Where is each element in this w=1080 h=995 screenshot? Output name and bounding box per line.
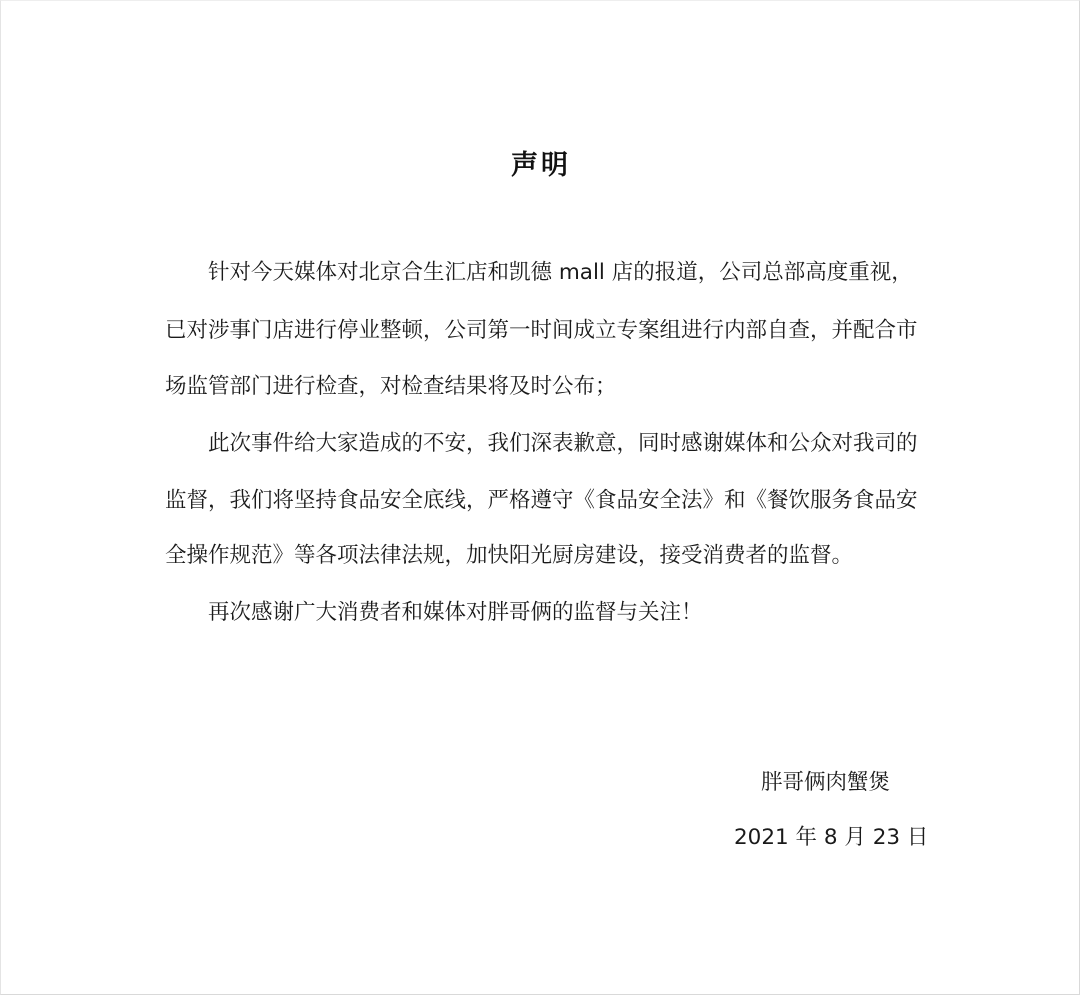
signature-date: 2021 年 8 月 23 日 [734,825,929,850]
paragraph-2-line-1: 此次事件给大家造成的不安，我们深表歉意，同时感谢媒体和公众对我司的 [208,431,918,456]
signature-company: 胖哥俩肉蟹煲 [761,770,891,795]
paragraph-2-line-3: 全操作规范》等各项法律法规，加快阳光厨房建设，接受消费者的监督。 [165,543,854,568]
document-title: 声明 [511,150,571,181]
paragraph-1-line-3: 场监管部门进行检查，对检查结果将及时公布； [165,374,617,399]
paragraph-2-line-2: 监督，我们将坚持食品安全底线，严格遵守《食品安全法》和《餐饮服务食品安 [165,488,918,513]
paragraph-1-line-2: 已对涉事门店进行停业整顿，公司第一时间成立专案组进行内部自查，并配合市 [165,318,918,343]
paragraph-3-line-1: 再次感谢广大消费者和媒体对胖哥俩的监督与关注！ [208,600,703,625]
paragraph-1-line-1: 针对今天媒体对北京合生汇店和凯德 mall 店的报道，公司总部高度重视， [208,260,913,285]
